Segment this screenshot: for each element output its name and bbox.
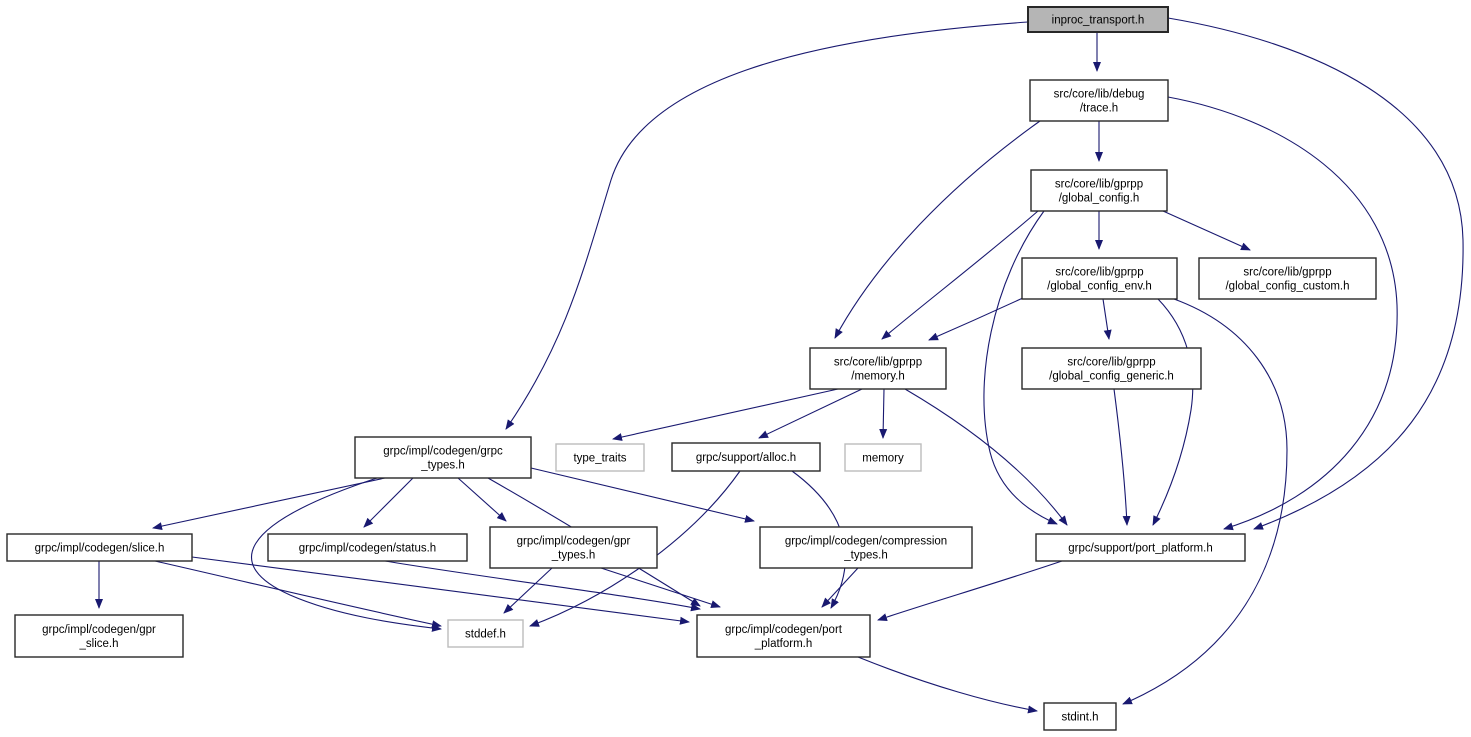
node-compression_types[interactable] — [760, 527, 972, 568]
node-box-global_config_generic[interactable] — [1022, 348, 1201, 389]
edge-global_config_env-to-global_config_generic — [1103, 299, 1109, 339]
edge-memory_h-to-type_traits — [613, 389, 838, 439]
node-label-global_config_env-line2: /global_config_env.h — [1047, 280, 1152, 293]
node-label-gpr_slice-line2: _slice.h — [79, 638, 119, 650]
node-label-stdint: stdint.h — [1061, 711, 1099, 724]
nodes-layer — [7, 7, 1376, 730]
edge-memory_h-to-memory_std — [883, 389, 884, 438]
node-gpr_types[interactable] — [490, 527, 657, 568]
node-label-compression_types-line2: _types.h — [844, 549, 888, 562]
node-label-trace-line1: src/core/lib/debug — [1053, 88, 1145, 101]
node-global_config_custom[interactable] — [1199, 258, 1376, 299]
node-label-global_config_generic-line1: src/core/lib/gprpp — [1067, 356, 1156, 369]
node-box-gpr_types[interactable] — [490, 527, 657, 568]
node-label-inproc_transport: inproc_transport.h — [1051, 14, 1145, 27]
edge-global_config-to-global_config_custom — [1163, 211, 1250, 250]
node-label-status: grpc/impl/codegen/status.h — [298, 542, 437, 555]
edge-global_config_env-to-support_port_platform — [1153, 299, 1193, 525]
node-label-grpc_types-line1: grpc/impl/codegen/grpc — [383, 445, 503, 458]
node-stdint[interactable] — [1044, 703, 1116, 730]
node-box-grpc_types[interactable] — [355, 437, 531, 478]
node-grpc_types[interactable] — [355, 437, 531, 478]
node-global_config_generic[interactable] — [1022, 348, 1201, 389]
node-alloc[interactable] — [672, 443, 820, 471]
node-label-global_config_custom-line2: /global_config_custom.h — [1225, 280, 1350, 293]
node-label-gpr_slice-line1: grpc/impl/codegen/gpr — [42, 624, 156, 636]
edge-memory_h-to-alloc — [759, 389, 862, 438]
edge-global_config-to-memory_h — [882, 211, 1038, 339]
node-status[interactable] — [268, 534, 467, 561]
node-label-trace-line2: /trace.h — [1079, 102, 1119, 115]
node-global_config_env[interactable] — [1022, 258, 1177, 299]
node-label-global_config_custom-line1: src/core/lib/gprpp — [1243, 266, 1332, 279]
node-label-alloc: grpc/support/alloc.h — [695, 452, 797, 464]
node-type_traits — [556, 444, 644, 471]
node-label-global_config_generic-line2: /global_config_generic.h — [1049, 370, 1174, 383]
node-label-grpc_types-line2: _types.h — [421, 459, 465, 472]
node-box-trace[interactable] — [1030, 80, 1168, 121]
node-label-global_config_env-line1: src/core/lib/gprpp — [1055, 266, 1144, 279]
node-box-compression_types[interactable] — [760, 527, 972, 568]
edge-gpr_types-to-stddef — [504, 568, 552, 613]
node-label-memory_h-line2: /memory.h — [851, 370, 905, 383]
edge-codegen_port_platform-to-stdint — [858, 657, 1037, 711]
node-label-memory_h-line1: src/core/lib/gprpp — [833, 356, 923, 369]
node-label-global_config-line1: src/core/lib/gprpp — [1054, 178, 1144, 191]
node-global_config[interactable] — [1031, 170, 1167, 211]
node-label-slice: grpc/impl/codegen/slice.h — [34, 542, 165, 555]
edge-grpc_types-to-status — [364, 478, 413, 527]
edge-trace-to-memory_h — [835, 121, 1040, 338]
node-box-memory_h[interactable] — [810, 348, 946, 389]
node-label-codegen_port_platform-line1: grpc/impl/codegen/port — [725, 624, 842, 636]
edge-global_config_generic-to-support_port_platform — [1114, 389, 1127, 525]
node-label-stddef: stddef.h — [465, 628, 506, 641]
node-box-gpr_slice[interactable] — [15, 615, 183, 657]
node-stddef — [448, 620, 523, 647]
edge-compression_types-to-codegen_port_platform — [822, 568, 858, 607]
node-gpr_slice[interactable] — [15, 615, 183, 657]
node-label-global_config-line2: /global_config.h — [1058, 192, 1140, 205]
node-label-support_port_platform: grpc/support/port_platform.h — [1068, 542, 1213, 555]
edge-inproc_transport-to-grpc_types — [506, 22, 1028, 429]
node-box-global_config_custom[interactable] — [1199, 258, 1376, 299]
edge-grpc_types-to-slice — [153, 478, 385, 528]
edge-grpc_types-to-compression_types — [531, 468, 754, 521]
node-slice[interactable] — [7, 534, 192, 561]
edges-layer — [99, 18, 1463, 711]
node-box-global_config[interactable] — [1031, 170, 1167, 211]
edge-trace-to-support_port_platform — [1168, 97, 1397, 529]
node-memory_h[interactable] — [810, 348, 946, 389]
node-codegen_port_platform[interactable] — [697, 615, 870, 657]
node-label-gpr_types-line2: _types.h — [551, 549, 596, 562]
edge-support_port_platform-to-codegen_port_platform — [878, 561, 1062, 620]
node-support_port_platform[interactable] — [1036, 534, 1245, 561]
node-label-gpr_types-line1: grpc/impl/codegen/gpr — [516, 535, 631, 548]
node-memory_std — [845, 444, 921, 471]
edge-memory_h-to-support_port_platform — [905, 389, 1067, 525]
node-box-codegen_port_platform[interactable] — [697, 615, 870, 657]
node-trace[interactable] — [1030, 80, 1168, 121]
node-box-global_config_env[interactable] — [1022, 258, 1177, 299]
node-label-codegen_port_platform-line2: _platform.h — [754, 638, 813, 650]
edge-gpr_types-to-codegen_port_platform — [601, 568, 720, 607]
node-label-memory_std: memory — [862, 452, 904, 465]
edge-global_config_env-to-memory_h — [929, 297, 1025, 340]
node-label-type_traits: type_traits — [573, 452, 627, 465]
node-inproc_transport[interactable] — [1028, 7, 1168, 32]
node-label-compression_types-line1: grpc/impl/codegen/compression — [784, 535, 948, 548]
